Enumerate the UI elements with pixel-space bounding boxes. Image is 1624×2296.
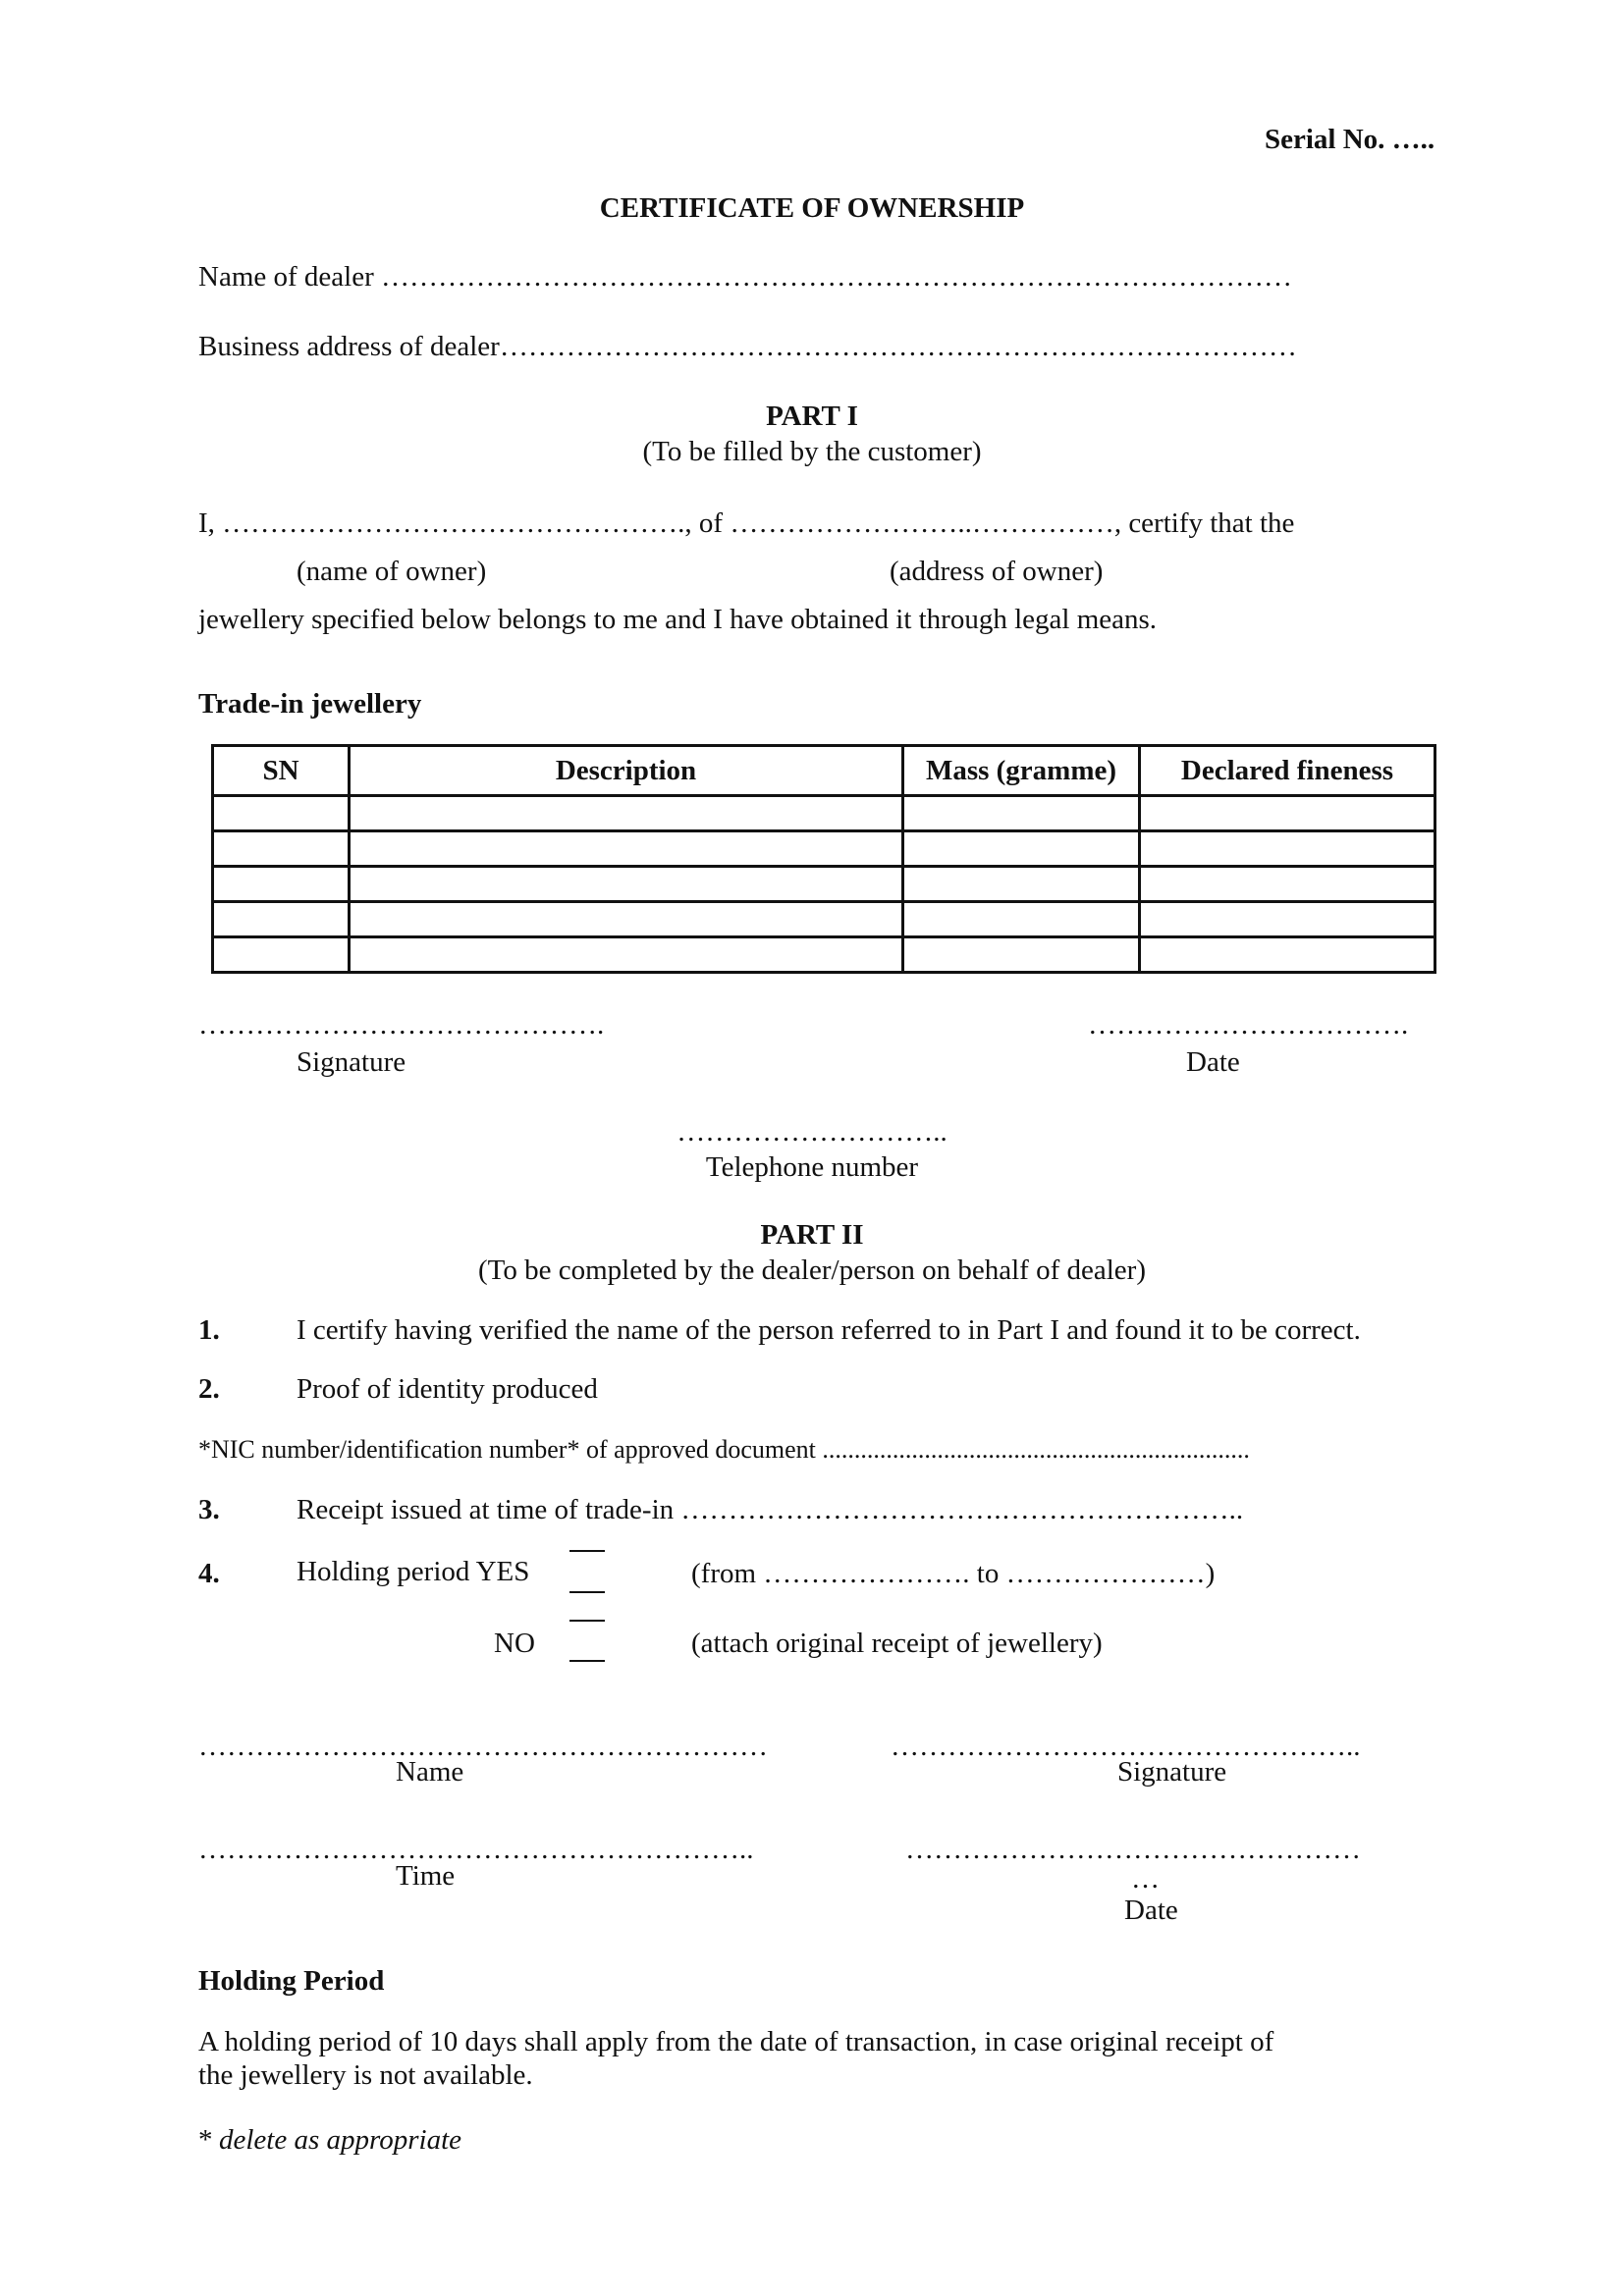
table-cell[interactable] bbox=[1140, 867, 1435, 902]
trade-in-heading: Trade-in jewellery bbox=[198, 688, 422, 720]
table-row bbox=[213, 867, 1435, 902]
column-header-fineness: Declared fineness bbox=[1140, 746, 1435, 796]
item-text: Holding period YES bbox=[297, 1556, 530, 1587]
table-header-row bbox=[213, 746, 1435, 796]
part2-heading: PART II bbox=[760, 1219, 864, 1251]
item-number: 1. bbox=[198, 1314, 220, 1346]
part1-subheading: (To be filled by the customer) bbox=[642, 436, 982, 467]
holding-period-text: the jewellery is not available. bbox=[198, 2059, 533, 2091]
dealer-date-label: Date bbox=[1124, 1895, 1178, 1926]
footnote-asterisk: * bbox=[198, 2124, 213, 2156]
table-row bbox=[213, 796, 1435, 831]
holding-no-label: NO bbox=[494, 1628, 535, 1659]
telephone-label: Telephone number bbox=[705, 1151, 919, 1183]
column-header-description: Description bbox=[350, 746, 903, 796]
table-cell[interactable] bbox=[903, 902, 1140, 937]
table-cell[interactable] bbox=[213, 902, 350, 937]
table-cell[interactable] bbox=[350, 796, 903, 831]
table-cell[interactable] bbox=[350, 867, 903, 902]
owner-address-caption: (address of owner) bbox=[890, 556, 1104, 587]
table-cell[interactable] bbox=[1140, 796, 1435, 831]
item-text: Receipt issued at time of trade-in …………………………….…………………….. bbox=[297, 1494, 1244, 1525]
item-number: 3. bbox=[198, 1494, 220, 1525]
owner-statement-line: I, …………………………………………., of ……………………..……………, certify that the bbox=[198, 507, 1295, 539]
trade-in-table bbox=[211, 744, 1436, 974]
table-cell[interactable] bbox=[903, 937, 1140, 973]
item-number: 4. bbox=[198, 1558, 220, 1589]
table-cell[interactable] bbox=[350, 831, 903, 867]
customer-signature-label: Signature bbox=[297, 1046, 406, 1078]
item-text: I certify having verified the name of the person referred to in Part I and found it to be correct. bbox=[297, 1314, 1361, 1346]
dealer-name-dots: …………………………………………………… bbox=[198, 1731, 768, 1762]
holding-period-heading: Holding Period bbox=[198, 1965, 385, 1997]
table-cell[interactable] bbox=[903, 796, 1140, 831]
table-cell[interactable] bbox=[213, 796, 350, 831]
dealer-time-label: Time bbox=[396, 1860, 456, 1892]
holding-no-detail: (attach original receipt of jewellery) bbox=[691, 1628, 1103, 1659]
table-cell[interactable] bbox=[903, 867, 1140, 902]
table-cell[interactable] bbox=[350, 937, 903, 973]
no-checkbox-top[interactable] bbox=[569, 1620, 605, 1622]
dealer-address-field: Business address of dealer………………………………………………………………………… bbox=[198, 331, 1297, 362]
document-title: CERTIFICATE OF OWNERSHIP bbox=[599, 192, 1025, 224]
table-cell[interactable] bbox=[1140, 902, 1435, 937]
table-cell[interactable] bbox=[350, 902, 903, 937]
part1-heading: PART I bbox=[766, 400, 858, 432]
no-checkbox-bottom[interactable] bbox=[569, 1660, 605, 1662]
column-header-sn: SN bbox=[213, 746, 350, 796]
dealer-time-dots: ………………………………………………….. bbox=[198, 1834, 754, 1865]
table-cell[interactable] bbox=[1140, 937, 1435, 973]
customer-date-dots: ……………………………. bbox=[1088, 1009, 1409, 1041]
holding-yes-detail: (from …………………. to …………………) bbox=[691, 1558, 1216, 1589]
table-row bbox=[213, 831, 1435, 867]
table-cell[interactable] bbox=[213, 831, 350, 867]
item-text: Proof of identity produced bbox=[297, 1373, 598, 1405]
customer-date-label: Date bbox=[1186, 1046, 1240, 1078]
part2-subheading: (To be completed by the dealer/person on behalf of dealer) bbox=[478, 1255, 1146, 1286]
yes-checkbox-top[interactable] bbox=[569, 1550, 605, 1552]
yes-checkbox-bottom[interactable] bbox=[569, 1591, 605, 1593]
column-header-mass: Mass (gramme) bbox=[903, 746, 1140, 796]
customer-signature-dots: ……………………………………. bbox=[198, 1009, 605, 1041]
footnote-text: delete as appropriate bbox=[219, 2124, 461, 2156]
dealer-name-label: Name bbox=[396, 1756, 464, 1788]
owner-name-caption: (name of owner) bbox=[297, 556, 487, 587]
table-cell[interactable] bbox=[213, 867, 350, 902]
holding-period-text: A holding period of 10 days shall apply from the date of transaction, in case original receipt of bbox=[198, 2026, 1274, 2057]
dealer-signature-label: Signature bbox=[1117, 1756, 1227, 1788]
table-cell[interactable] bbox=[1140, 831, 1435, 867]
table-cell[interactable] bbox=[213, 937, 350, 973]
dealer-date-dots: ………………………………………… bbox=[905, 1834, 1361, 1865]
item-number: 2. bbox=[198, 1373, 220, 1405]
dealer-name-field: Name of dealer …………………………………………………………………………………… bbox=[198, 261, 1292, 293]
table-row bbox=[213, 937, 1435, 973]
telephone-dots: ……………………….. bbox=[677, 1116, 947, 1148]
dealer-date-dots-extra: … bbox=[1131, 1863, 1160, 1895]
table-row bbox=[213, 902, 1435, 937]
dealer-signature-dots: ………………………………………….. bbox=[891, 1731, 1361, 1762]
owner-statement-continued: jewellery specified below belongs to me and I have obtained it through legal means. bbox=[198, 604, 1158, 635]
serial-number: Serial No. ….. bbox=[1265, 124, 1435, 155]
nic-number-line: *NIC number/identification number* of approved document ................................................................... bbox=[198, 1435, 1250, 1464]
table-cell[interactable] bbox=[903, 831, 1140, 867]
